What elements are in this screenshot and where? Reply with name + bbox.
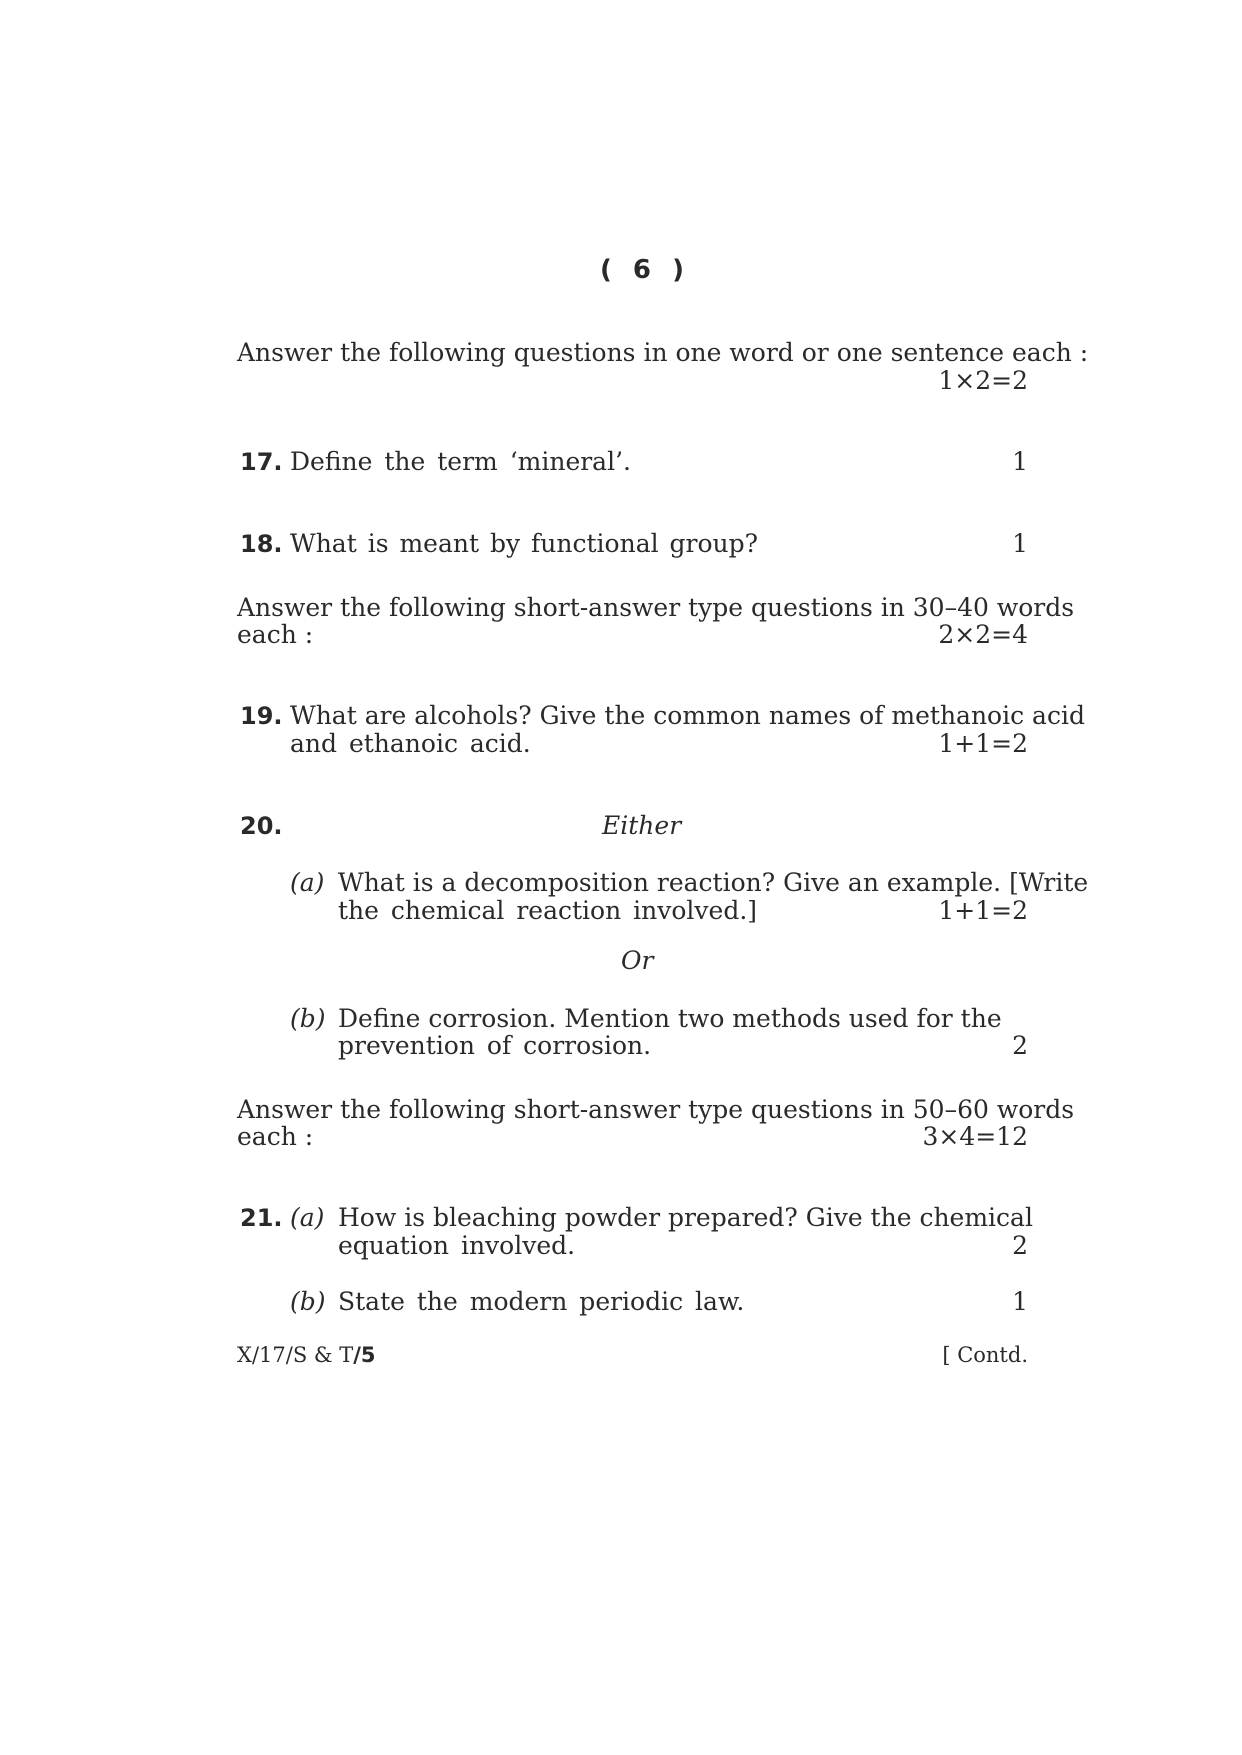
section-marks-one-word: 1×2=2 [938, 366, 1028, 395]
page-number: ( 6 ) [600, 255, 690, 285]
question-text-18: What is meant by functional group? [290, 529, 759, 558]
option-text-21b: State the modern periodic law. [338, 1287, 745, 1316]
section-marks-50-60: 3×4=12 [922, 1122, 1028, 1151]
contd-label: [ Contd. [942, 1343, 1028, 1367]
option-label-21b: (b) [290, 1287, 326, 1316]
question-number-18: 18. [240, 530, 283, 558]
paper-code [237, 1342, 376, 1368]
option-marks-21a: 2 [1012, 1231, 1028, 1260]
or-label: Or [621, 946, 654, 975]
option-label-20a: (a) [290, 868, 325, 897]
section-instruction-30-40-line2: each : [237, 620, 314, 649]
option-text-20a-line1: What is a decomposition reaction? Give an example. [Write [338, 868, 1089, 897]
section-instruction-one-word: Answer the following questions in one word or one sentence each : [237, 338, 1089, 367]
section-marks-30-40: 2×2=4 [938, 620, 1028, 649]
question-marks-19: 1+1=2 [938, 729, 1028, 758]
section-instruction-30-40: Answer the following short-answer type questions in 30–40 words [237, 593, 1075, 622]
question-marks-17: 1 [1012, 447, 1028, 476]
question-number-21: 21. [240, 1204, 283, 1232]
section-instruction-50-60-line2: each : [237, 1122, 314, 1151]
option-label-20b: (b) [290, 1004, 326, 1033]
option-text-20b-line2: prevention of corrosion. [338, 1031, 652, 1060]
question-marks-18: 1 [1012, 529, 1028, 558]
option-marks-20b: 2 [1012, 1031, 1028, 1060]
question-text-19-line1: What are alcohols? Give the common names of methanoic acid [290, 701, 1085, 730]
paper-code-prefix: X/17/S & T [237, 1343, 354, 1367]
either-label: Either [602, 811, 682, 840]
option-marks-20a: 1+1=2 [938, 896, 1028, 925]
question-number-20: 20. [240, 812, 283, 840]
question-text-19-line2: and ethanoic acid. [290, 729, 531, 758]
question-text-17: Define the term ‘mineral’. [290, 447, 631, 476]
option-text-20a-line2: the chemical reaction involved.] [338, 896, 758, 925]
option-label-21a: (a) [290, 1203, 325, 1232]
option-marks-21b: 1 [1012, 1287, 1028, 1316]
question-number-17: 17. [240, 448, 283, 476]
option-text-20b-line1: Define corrosion. Mention two methods used for the [338, 1004, 1002, 1033]
section-instruction-50-60: Answer the following short-answer type questions in 50–60 words [237, 1095, 1075, 1124]
paper-code-suffix: /5 [353, 1343, 376, 1367]
option-text-21a-line1: How is bleaching powder prepared? Give the chemical [338, 1203, 1033, 1232]
question-number-19: 19. [240, 702, 283, 730]
option-text-21a-line2: equation involved. [338, 1231, 576, 1260]
